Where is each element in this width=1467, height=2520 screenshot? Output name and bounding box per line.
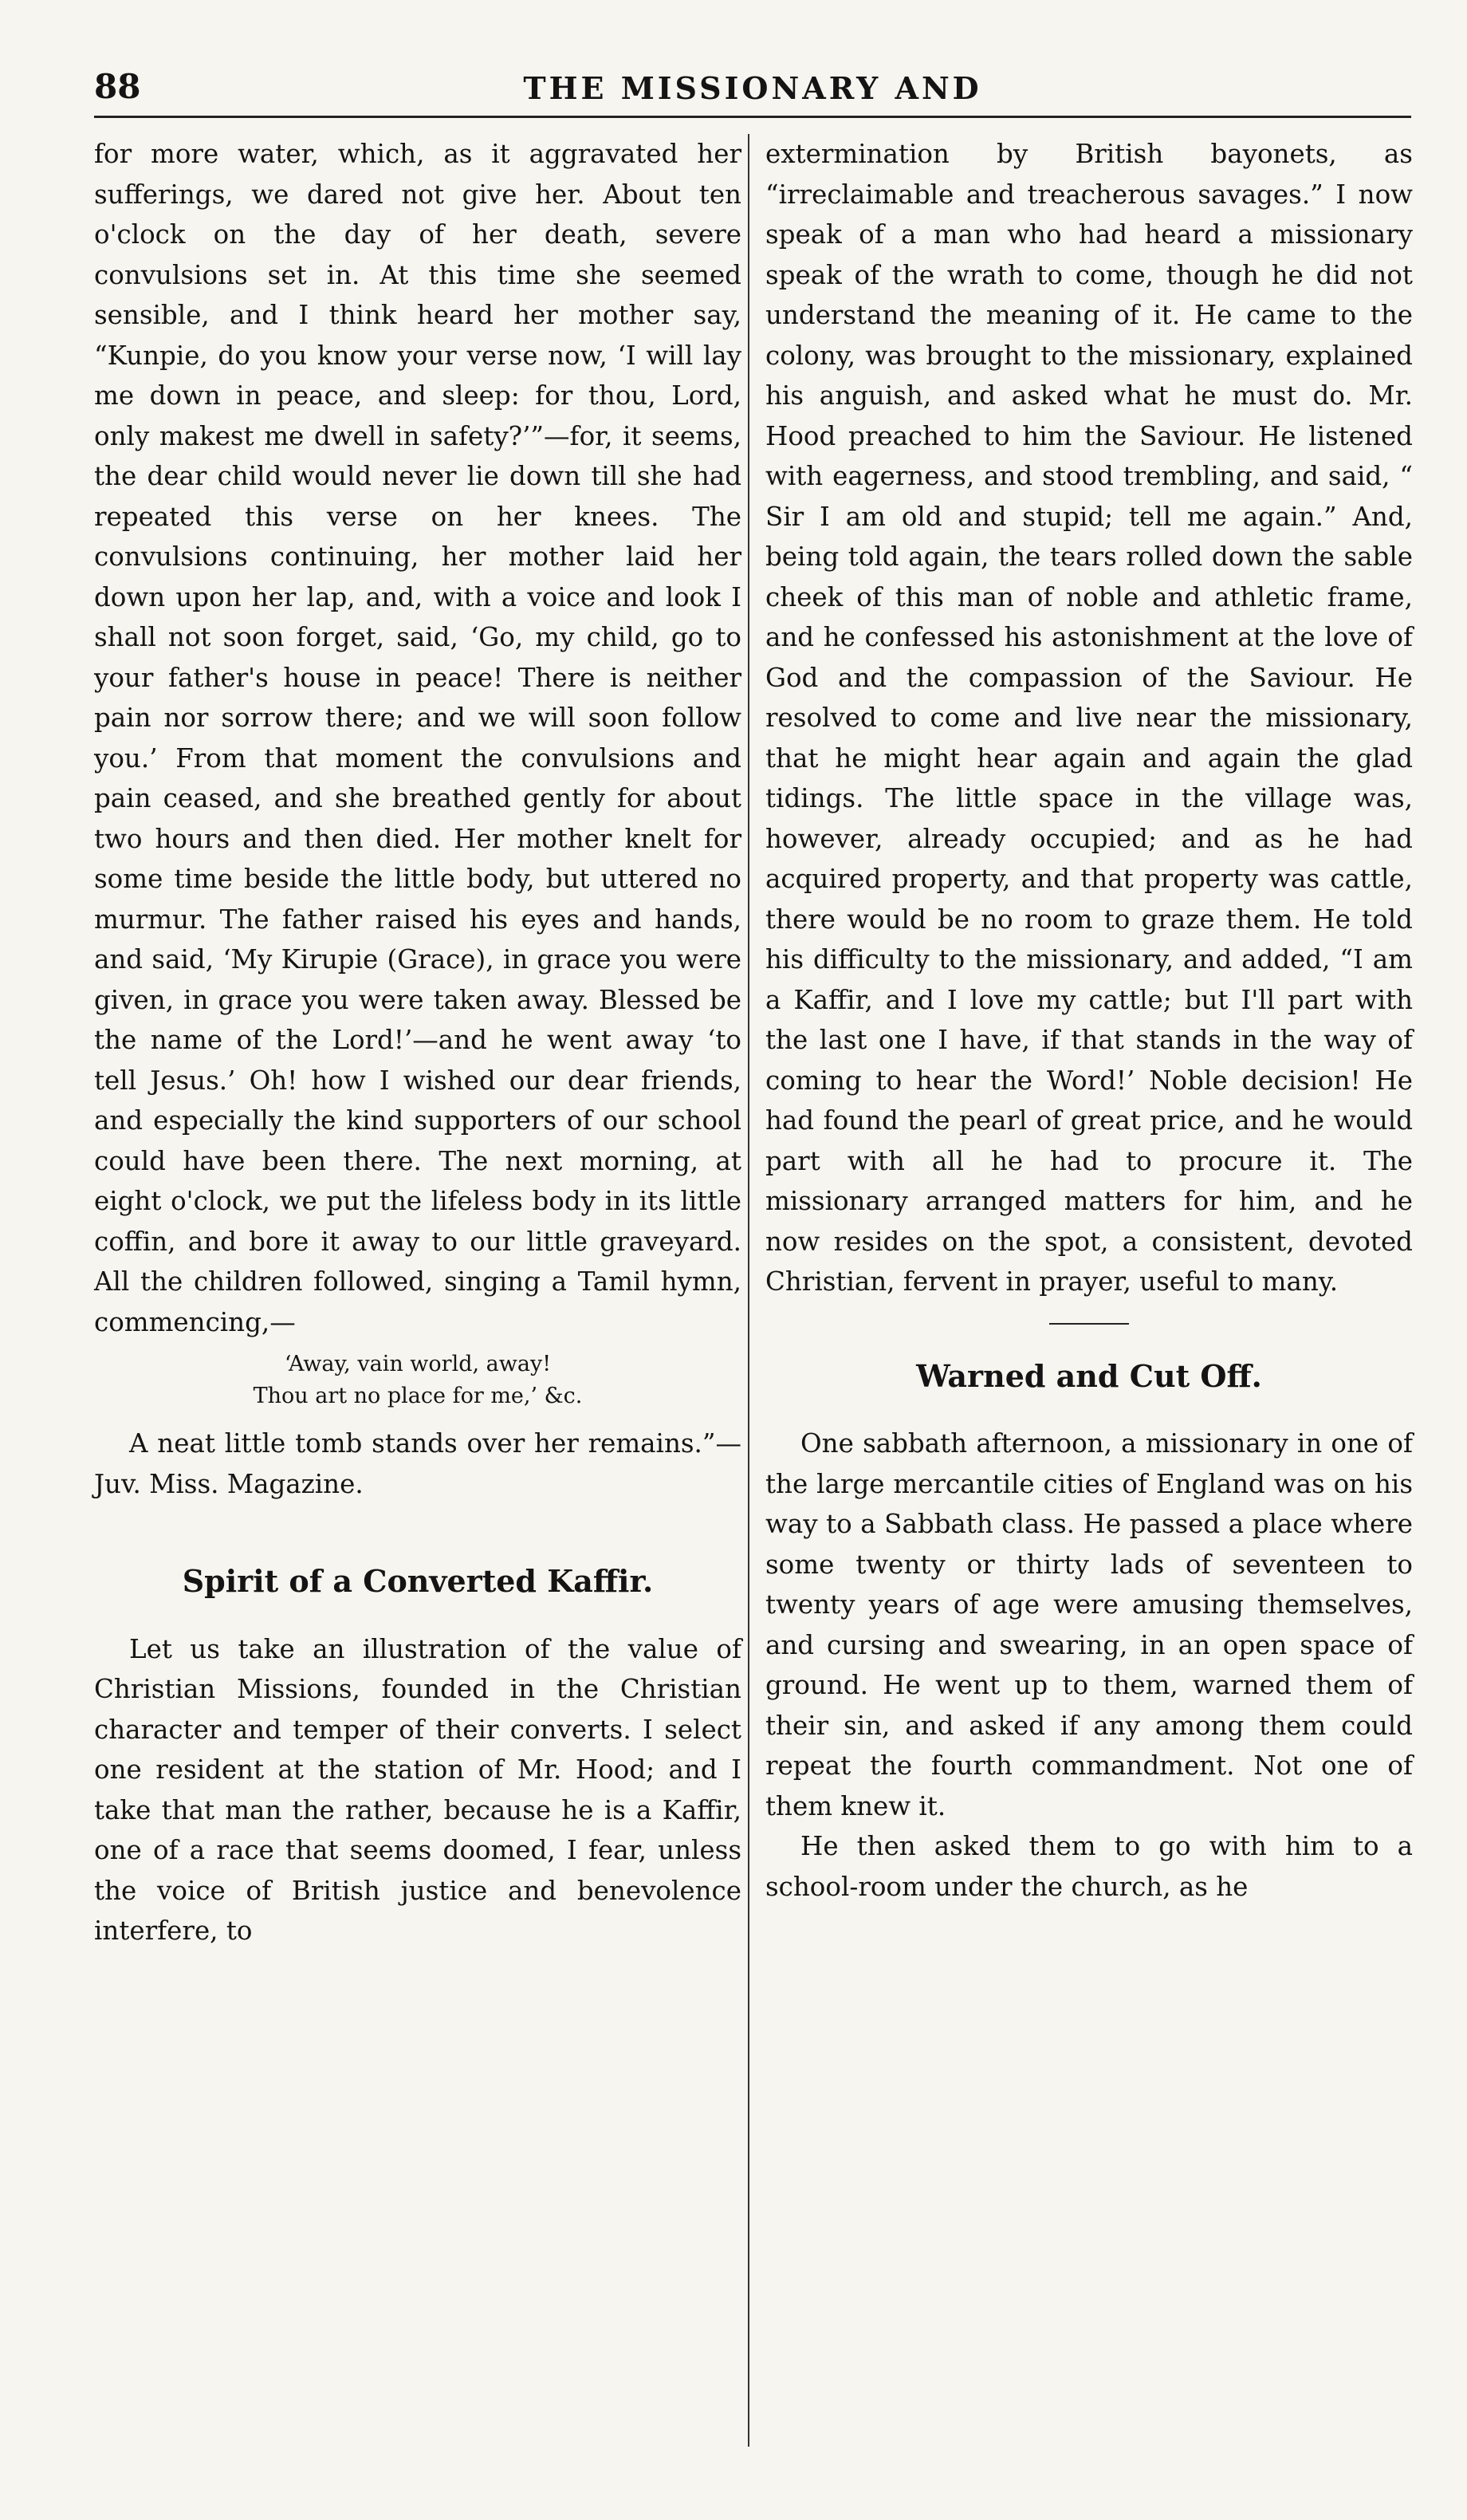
- page-header: [94, 67, 1411, 115]
- section-heading-kaffir: Spirit of a Converted Kaffir.: [182, 1563, 654, 1599]
- hymn-quote: [94, 1349, 741, 1412]
- running-title: THE MISSIONARY AND: [523, 70, 982, 106]
- hymn-line-2: Thou art no place for me,’ &c.: [253, 1384, 583, 1408]
- section-divider: [1049, 1323, 1129, 1325]
- hymn-line-1: ‘Away, vain world, away!: [284, 1352, 552, 1376]
- paragraph-tomb: A neat little tomb stands over her remains.”—Juv. Miss. Magazine.: [94, 1428, 741, 1499]
- paragraph-kaffir-story: extermination by British bayonets, as “irreclaimable and treacherous savages.” I now speak of a man who had heard a missionary speak of the wrath to come, though he did not understand the meaning of it. He came to the colony, was brought to the missionary, explained his anguish, and asked what he must do. Mr. Hood preached to him the Saviour. He listened with eagerness, and stood trembling, and said, “ Sir I am old and stupid; tell me again.” And, being told again, the tears rolled down the sable cheek of this man of noble and athletic frame, and he confessed his astonishment at the love of God and the compassion of the Saviour. He resolved to come and live near the missionary, that he might hear again and again the glad tidings. The little space in the village was, however, already occupied; and as he had acquired property, and that property was cattle, there would be no room to graze them. He told his difficulty to the missionary, and added, “I am a Kaffir, and I love my cattle; but I'll part with the last one I have, if that stands in the way of coming to hear the Word!’ Noble decision! He had found the pearl of great price, and he would part with all he had to procure it. The missionary arranged matters for him, and he now resides on the spot, a consistent, devoted Christian, fervent in prayer, useful to many.: [765, 139, 1413, 1297]
- paragraph-sabbath: One sabbath afternoon, a missionary in one of the large mercantile cities of England was on his way to a Sabbath class. He passed a place where some twenty or thirty lads of seventeen to twenty years of age were amusing themselves, and cursing and swearing, in an open space of ground. He went up to them, warned them of their sin, and asked if any among them could repeat the fourth commandment. Not one of them knew it.: [765, 1428, 1413, 1821]
- paragraph-funeral-account: for more water, which, as it aggravated her sufferings, we dared not give her. About ten o'clock on the day of her death, severe convulsions set in. At this time she seemed sensible, and I think heard her mother say, “Kunpie, do you know your verse now, ‘I will lay me down in peace, and sleep: for thou, Lord, only makest me dwell in safety?’”—for, it seems, the dear child would never lie down till she had repeated this verse on her knees. The convulsions continuing, her mother laid her down upon her lap, and, with a voice and look I shall not soon forget, said, ‘Go, my child, go to your father's house in peace! There is neither pain nor sorrow there; and we will soon follow you.’ From that moment the convulsions and pain ceased, and she breathed gently for about two hours and then died. Her mother knelt for some time beside the little body, but uttered no murmur. The father raised his eyes and hands, and said, ‘My Kirupie (Grace), in grace you were given, in grace you were taken away. Blessed be the name of the Lord!’—and he went away ‘to tell Jesus.’ Oh! how I wished our dear friends, and especially the kind supporters of our school could have been there. The next morning, at eight o'clock, we put the lifeless body in its little coffin, and bore it away to our little graveyard. All the children followed, singing a Tamil hymn, commencing,—: [94, 139, 741, 1337]
- column-divider: [748, 134, 749, 2447]
- header-rule: [94, 116, 1411, 118]
- paragraph-kaffir-intro: Let us take an illustration of the value of Christian Missions, founded in the Christian character and temper of their converts. I select one resident at the station of Mr. Hood; and I take that man the rather, because he is a Kaffir, one of a race that seems doomed, I fear, unless the voice of British justice and benevolence interfere, to: [94, 1633, 741, 1946]
- left-column: [94, 134, 741, 1951]
- paragraph-school-room: He then asked them to go with him to a school-room under the church, as he: [765, 1831, 1413, 1902]
- section-heading-warned: Warned and Cut Off.: [916, 1357, 1262, 1394]
- right-column: [765, 134, 1413, 1907]
- page-number: 88: [94, 67, 141, 106]
